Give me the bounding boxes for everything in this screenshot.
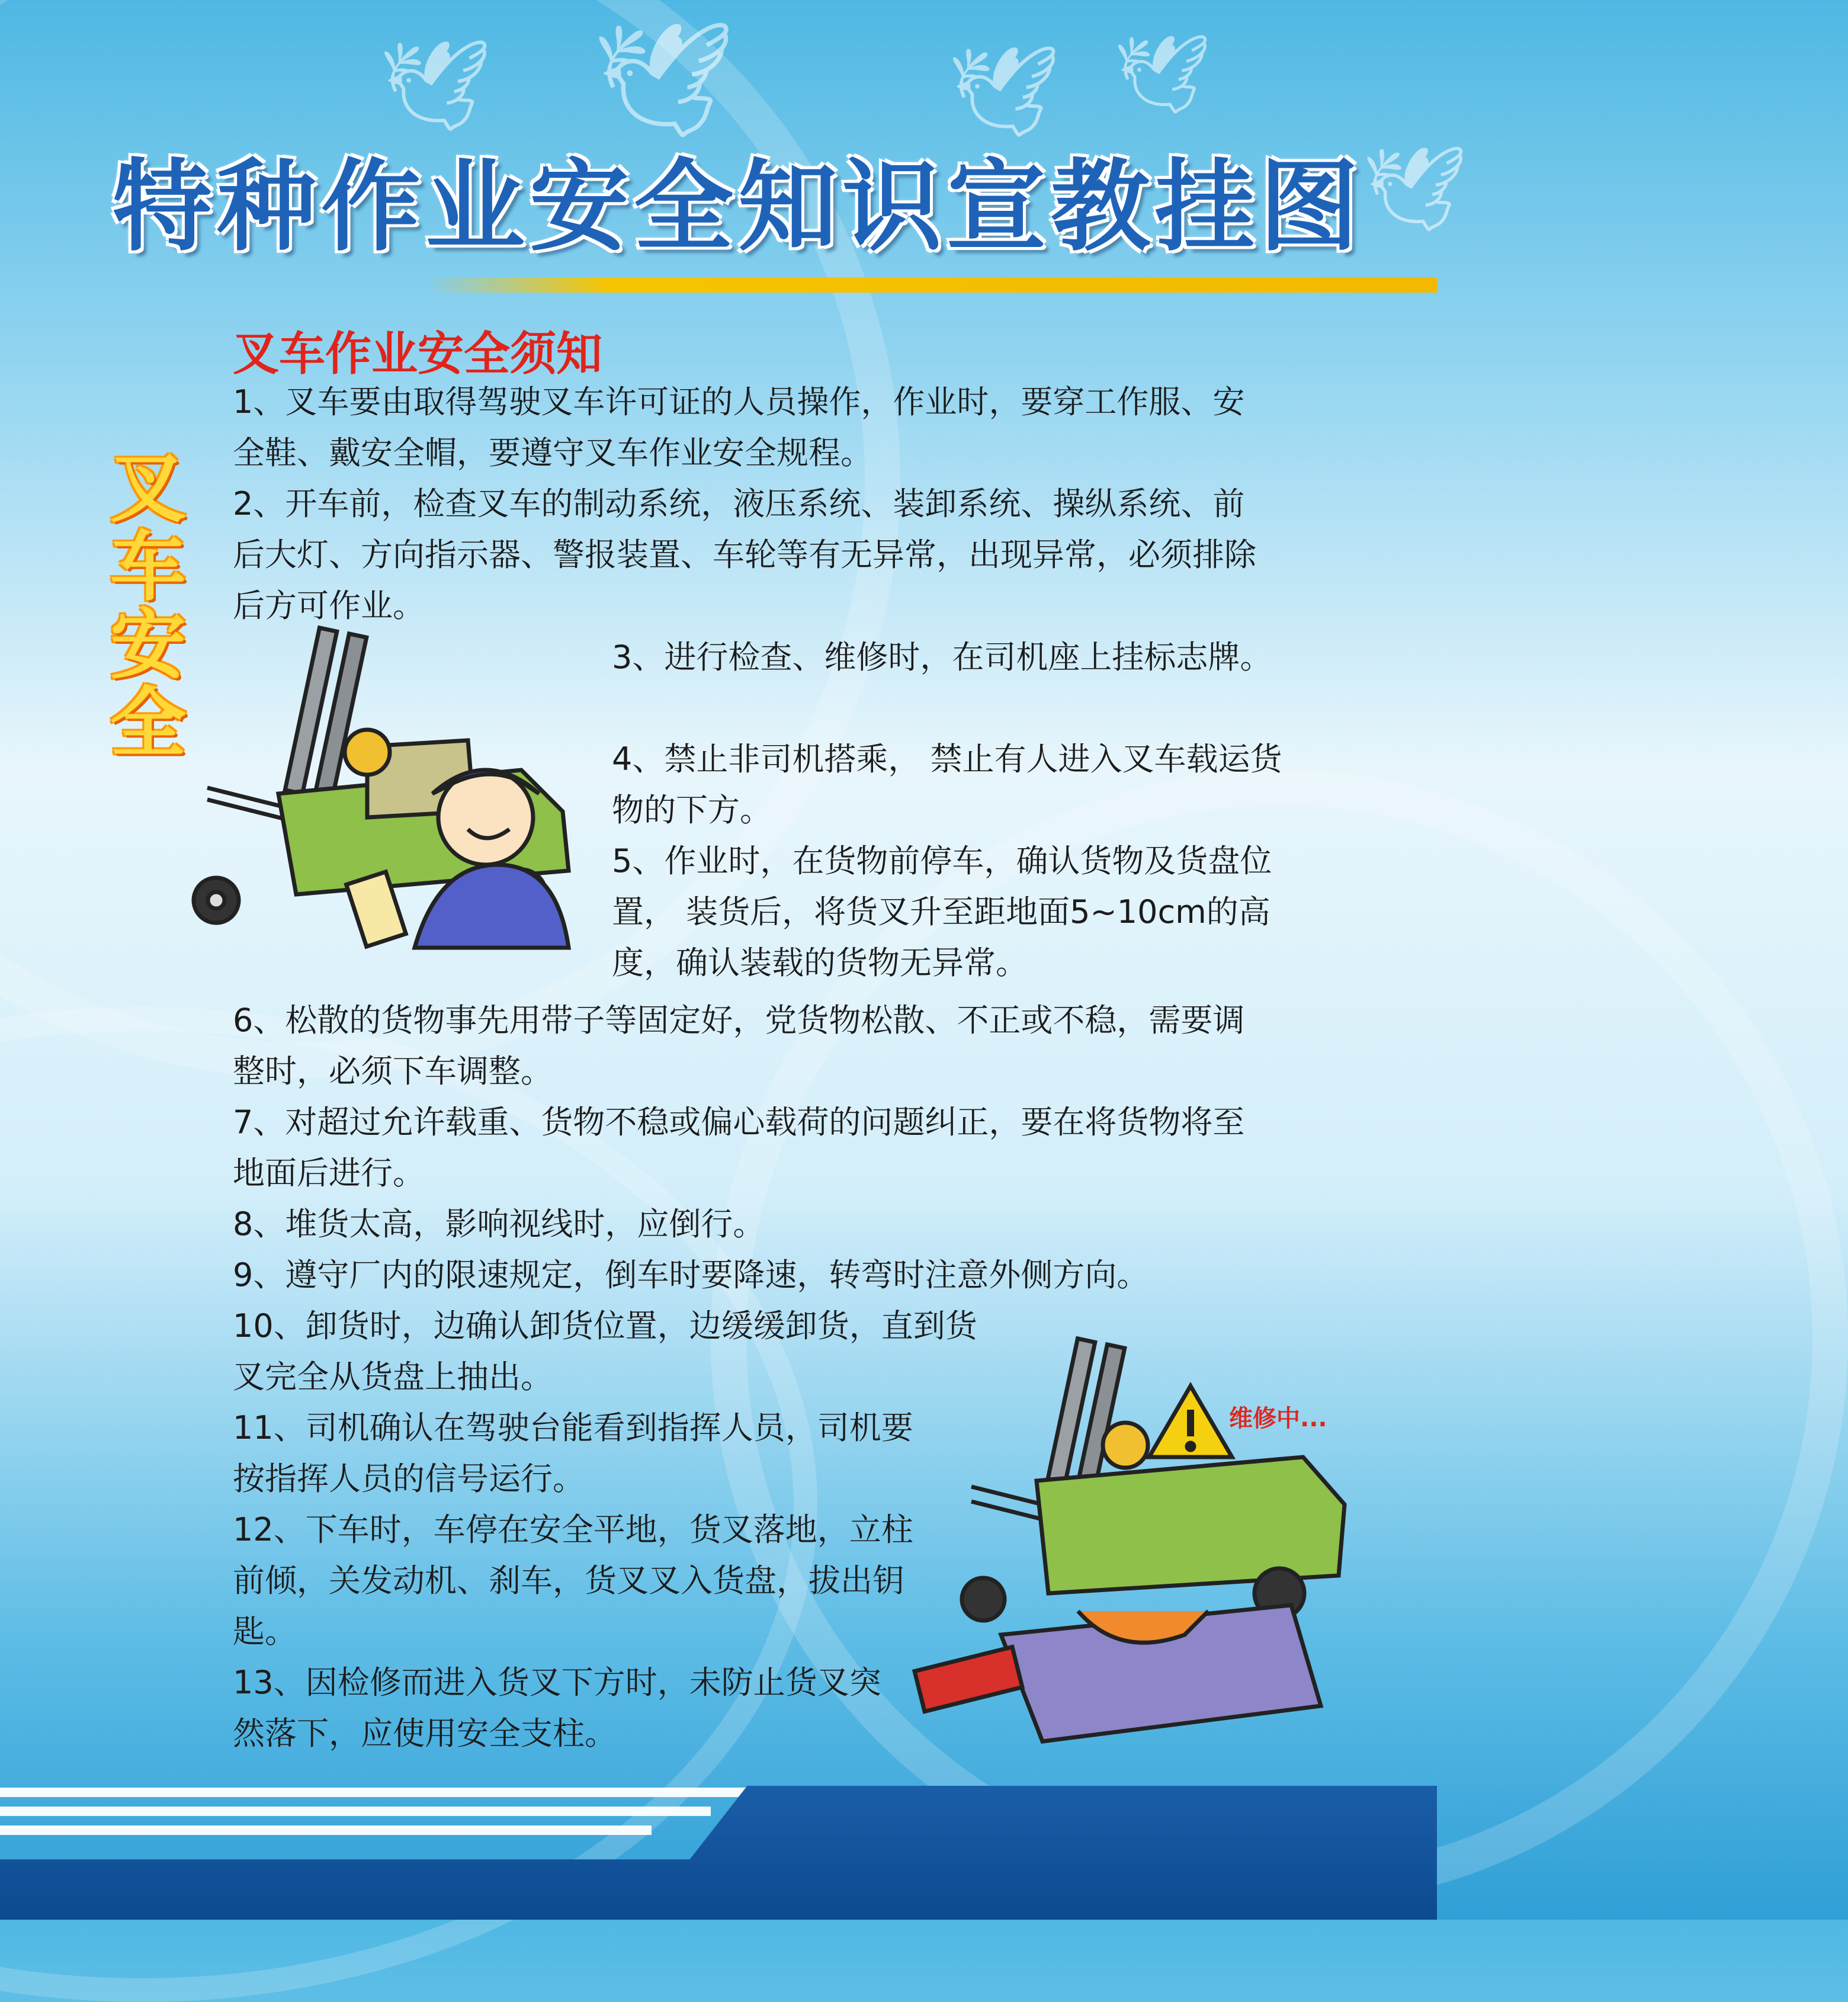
bird-silhouette-icon: 🕊	[1114, 29, 1212, 119]
rule-item: 10、卸货时，边确认卸货位置，边缓缓卸货，直到货叉完全从货盘上抽出。	[233, 1307, 977, 1395]
forklift-repair-illustration	[912, 1327, 1350, 1753]
accent-line	[426, 277, 1437, 293]
section-heading: 叉车作业安全须知	[233, 328, 603, 381]
decorative-stripe	[0, 1807, 711, 1816]
repair-label: 维修中...	[1229, 1405, 1327, 1432]
bird-silhouette-icon: 🕊	[948, 40, 1061, 143]
rule-item: 5、作业时，在货物前停车，确认货物及货盘位置， 装货后，将货叉升至距地面5~10cm的高度，确认装载的货物无异常。	[612, 842, 1272, 981]
bird-silhouette-icon: 🕊	[1362, 141, 1468, 238]
rule-item: 13、因检修而进入货叉下方时，未防止货叉突然落下，应使用安全支柱。	[233, 1664, 881, 1752]
decorative-stripe	[0, 1825, 652, 1835]
rule-item: 1、叉车要由取得驾驶叉车许可证的人员操作，作业时，要穿工作服、安全鞋、戴安全帽，要遵守叉车作业安全规程。	[233, 383, 1245, 471]
side-label: 叉车安全	[110, 445, 186, 768]
forklift-driver-illustration	[190, 616, 592, 995]
rule-item: 12、下车时，车停在安全平地，货叉落地，立柱前倾，关发动机、刹车，货叉叉入货盘，拔出钥匙。	[233, 1511, 913, 1650]
rule-item: 9、遵守厂内的限速规定，倒车时要降速，转弯时注意外侧方向。	[233, 1256, 1149, 1294]
rule-item: 7、对超过允许载重、货物不稳或偏心载荷的问题纠正，要在将货物将至地面后进行。	[233, 1103, 1245, 1192]
rule-item: 2、开车前，检查叉车的制动系统，液压系统、装卸系统、操纵系统、前后大灯、方向指示器、警报装置、车轮等有无异常，出现异常，必须排除后方可作业。	[233, 485, 1256, 624]
rule-item: 11、司机确认在驾驶台能看到指挥人员，司机要按指挥人员的信号运行。	[233, 1409, 913, 1497]
rule-item: 8、堆货太高，影响视线时，应倒行。	[233, 1205, 765, 1243]
rule-item: 6、松散的货物事先用带子等固定好，党货物松散、不正或不稳，需要调整时，必须下车调整。	[233, 1002, 1245, 1090]
bird-silhouette-icon: 🕊	[379, 34, 492, 137]
rule-item: 3、进行检查、维修时，在司机座上挂标志牌。	[612, 639, 1272, 676]
rule-item: 4、禁止非司机搭乘， 禁止有人进入叉车载运货物的下方。	[612, 740, 1282, 829]
bird-silhouette-icon: 🕊	[592, 14, 736, 145]
decorative-stripe	[0, 1788, 770, 1797]
poster-title: 特种作业安全知识宣教挂图	[113, 149, 1363, 265]
